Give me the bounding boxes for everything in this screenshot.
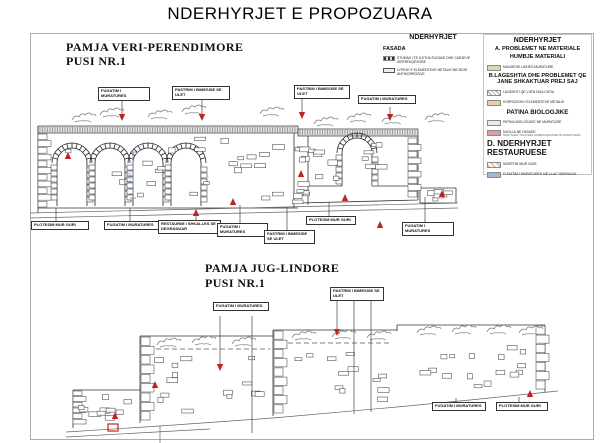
arch-5: [336, 133, 378, 186]
stones-se-b: [155, 356, 265, 413]
callout-pastrim-2: PASTRIM I BIMESISE SE ULET: [294, 85, 350, 99]
legend-fasada: [383, 34, 483, 76]
legend-item-label: MUNGESE LIDHES MURATURE: [503, 64, 554, 69]
legend-item-lageshti: [487, 90, 588, 96]
legend-item-label: KORROZION I ELEMENTEVE METALIK: [503, 99, 565, 104]
callout-fugatim-2: FUGATIM I MURATURES: [358, 95, 416, 104]
section-a-title: A. PROBLEMET NE MATERIALE: [494, 46, 581, 52]
legend-item-label: PATINA BIOLOGJIKE NE MURATURE: [503, 119, 562, 124]
callout-fugatim-1: FUGATIM I MURATURES: [98, 87, 150, 101]
legend-right-header: NDERHYRJET: [513, 37, 562, 44]
callout-pastrim-4: PASTRIM I BIMESISE SE ULET: [330, 287, 384, 301]
stukim-swatch-icon: [383, 56, 395, 61]
legend-item-fugatim: [487, 172, 588, 178]
quoins-nw-left: [38, 134, 51, 207]
drawing2-title-line1: PAMJA JUG-LINDORE: [205, 261, 340, 275]
legend-item-patina: [487, 120, 588, 126]
njolla-swatch-icon: [487, 130, 501, 136]
legend-item-mungese: [487, 65, 588, 71]
callout-plotesim-1: PLOTESIM MUR GURI: [31, 221, 89, 230]
leader-lines-se: [220, 301, 519, 433]
legend-item-label: STUKIMI I TE GJITHA FUGAVE DHE CARJEVE SIPERFAQESORE: [397, 56, 470, 65]
callout-pastrim-3: PASTRIM I BIMESISE SE ULET: [264, 230, 315, 244]
lyerje-swatch-icon: [383, 68, 395, 73]
legend-fasada-subheader: FASADA: [383, 46, 406, 52]
quoins-se-left2: [141, 337, 154, 420]
callout-fugatim-4: FUGATIM I MURATURES: [217, 223, 268, 237]
arch-1: [51, 143, 93, 206]
legend-item-lyerje: [383, 68, 483, 76]
section-d-title: D. NDERHYRJET RESTAURUESE: [487, 139, 552, 157]
section-b-title: B.LAGESHTIA DHE PROBLEMET QE JANE SHKAKTUAR PREJ SAJ: [488, 72, 587, 86]
dimension-value: 170: [127, 172, 133, 183]
fugatim-swatch-icon: [487, 172, 501, 178]
stones-se-c: [295, 353, 389, 402]
lageshti-swatch-icon: [487, 90, 501, 96]
stones-se-d: [420, 345, 526, 388]
drawing1-title-line2: PUSI NR.1: [66, 54, 127, 68]
coping-band-nw-right: [298, 129, 418, 136]
drawing2-title-line2: PUSI NR.1: [205, 276, 266, 290]
callout-pastrim-1: PASTRIM I BIMESISE SE ULET: [172, 86, 230, 100]
legend-item-label: NDERTIM MUR GURI: [503, 161, 537, 166]
legend-nderhyrjet: [483, 34, 592, 175]
legend-item-label: NJOLLA NE FASADE NDRYSHIM I NGJYRES SIPERFAQESORE TE MURATURES: [503, 129, 581, 137]
quoins-se-right: [536, 326, 549, 389]
callout-fugatim-7: FUGATIM I MURATURES: [432, 402, 486, 411]
patina-swatch-icon: [487, 120, 501, 126]
legend-item-label: LYERJE E ELEMENTEVE METALIK ME BOJE ANTIKORROZIVE: [397, 68, 468, 77]
ndertim-swatch-icon: [487, 162, 501, 168]
coping-band-nw-left: [38, 126, 298, 133]
page-title: NDERHYRJET E PROPOZUARA: [167, 4, 433, 23]
legend-fasada-header: NDERHYRJET: [409, 34, 457, 41]
legend-item-sublabel: NDRYSHIM I NGJYRES SIPERFAQESORE TE MURATURES: [503, 132, 581, 137]
quoins-nw-right: [408, 138, 421, 197]
legend-item-label: LAGESHTI QE VJEN NGA CATIA: [503, 89, 554, 94]
drawing1-title-line1: PAMJA VERI-PERENDIMORE: [66, 40, 244, 54]
callout-restaurim: RESTAURIM I SHKALLES SE DEGRADUAR: [158, 220, 221, 234]
callout-fugatim-6: FUGATIM I MURATURES: [213, 302, 269, 311]
legend-item-njolla: [487, 130, 588, 137]
callout-plotesim-3: PLOTESIM MUR GURI: [496, 402, 548, 411]
mungese-swatch-icon: [487, 65, 501, 71]
callout-fugatim-3: FUGATIM I MURATURES: [104, 221, 162, 230]
section-a-subtitle: HUMBJE MATERIALI: [509, 54, 566, 61]
legend-item-ndertim: [487, 162, 588, 168]
legend-item-label: FUGATIM I MURATURES ME LLAC HIDRAULIK: [503, 171, 577, 176]
callout-fugatim-5: FUGATIM I MURATURES: [402, 222, 454, 236]
callout-plotesim-2: PLOTESIM MUR GURI: [306, 216, 356, 225]
red-marker-square: [108, 424, 118, 431]
korrozion-swatch-icon: [487, 100, 501, 106]
legend-item-korrozion: [487, 100, 588, 106]
quoins-se-mid: [274, 331, 287, 413]
arch-2: [89, 143, 131, 206]
legend-item-stukim: [383, 56, 483, 64]
section-patina-title: PATINA BIOLOGJIKE: [506, 108, 569, 116]
